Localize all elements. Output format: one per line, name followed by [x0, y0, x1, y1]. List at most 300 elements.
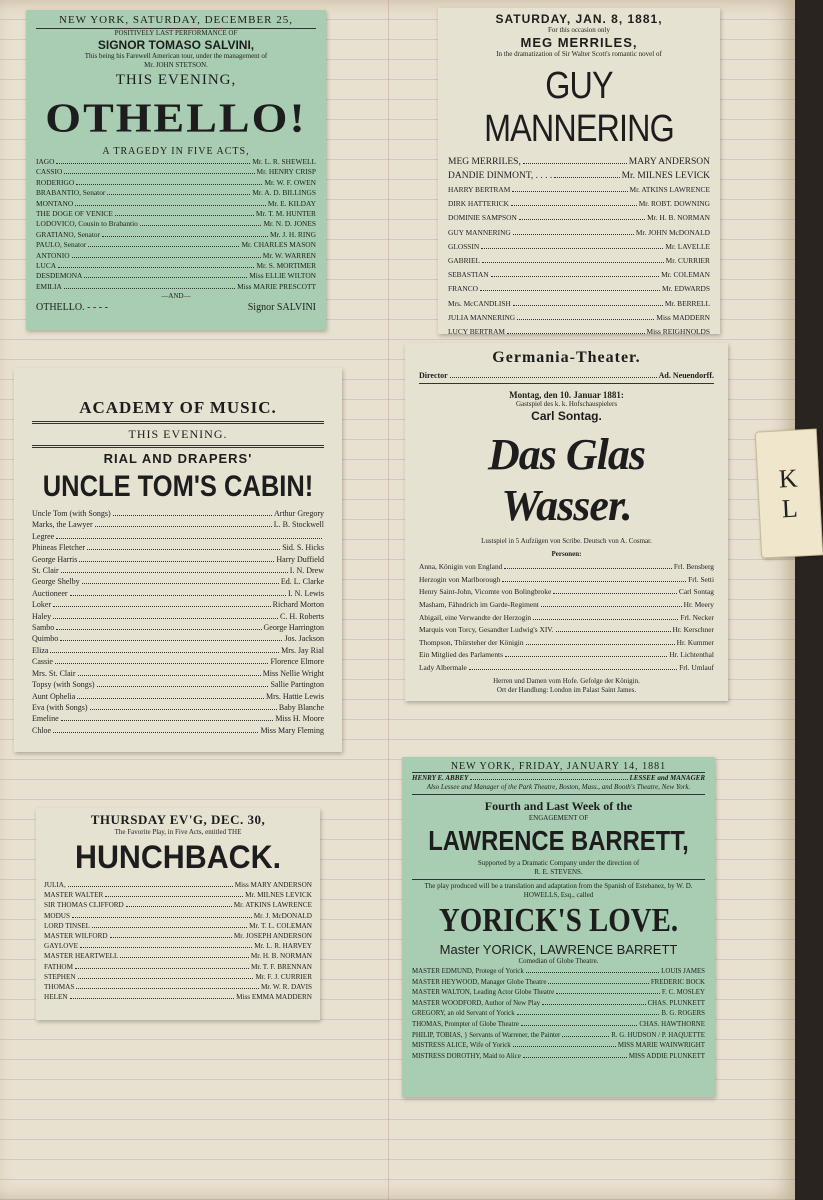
- cast-row: [32, 713, 324, 724]
- cast-row: [448, 226, 710, 240]
- actor-name: Mr. J. McDONALD: [253, 911, 312, 920]
- role-name: SEBASTIAN: [448, 270, 489, 280]
- actor-name: Miss EMMA MADDERN: [236, 993, 312, 1002]
- role-name: GREGORY, an old Servant of Yorick: [412, 1010, 515, 1018]
- leader-dots: [72, 911, 252, 918]
- uncle-tom-clipping: [14, 368, 342, 752]
- cast-row: [32, 691, 324, 702]
- leader-dots: [556, 625, 671, 632]
- star-name: LAWRENCE BARRETT,: [428, 825, 689, 856]
- role-name: George Shelby: [32, 577, 80, 587]
- director-name: Ad. Neuendorff.: [658, 371, 714, 380]
- role-name: MASTER WALTON, Leading Actor Globe Theatre: [412, 989, 555, 997]
- leader-dots: [470, 773, 627, 780]
- role-name: LORD TINSEL: [44, 921, 90, 930]
- leader-dots: [513, 1040, 616, 1047]
- cast-row: [412, 998, 705, 1009]
- evening-line: THIS EVENING.: [128, 427, 228, 441]
- leader-dots: [95, 520, 272, 527]
- cast-row: [44, 982, 312, 992]
- leader-dots: [491, 270, 659, 277]
- leader-dots: [115, 209, 254, 216]
- role-name: GAYLOVE: [44, 942, 79, 951]
- cast-list: [44, 880, 312, 1002]
- actor-name: Mr. LAVELLE: [665, 241, 710, 251]
- cast-row: [448, 211, 710, 225]
- lead-description: Comedian of Globe Theatre.: [518, 957, 599, 965]
- dateline: THURSDAY EV'G, DEC. 30,: [90, 812, 266, 827]
- leader-dots: [53, 600, 271, 607]
- cast-row: [448, 183, 710, 197]
- dateline: SATURDAY, JAN. 8, 1881,: [495, 12, 663, 26]
- cast-row: [32, 622, 324, 633]
- play-subtitle: A TRAGEDY IN FIVE ACTS,: [102, 146, 250, 157]
- actor-name: Ed. L. Clarke: [280, 577, 324, 587]
- actor-name: Jos. Jackson: [284, 634, 324, 644]
- leader-dots: [56, 157, 250, 164]
- leader-dots: [61, 714, 274, 721]
- leader-dots: [469, 663, 677, 670]
- leader-dots: [53, 726, 258, 733]
- role-name: Phineas Fletcher: [32, 543, 86, 553]
- cast-list: [36, 157, 316, 292]
- actor-name: Mr. L. R. SHEWELL: [252, 157, 316, 166]
- intro-line: POSITIVELY LAST PERFORMANCE OF: [114, 29, 238, 37]
- divider: [412, 879, 705, 880]
- leader-dots: [519, 213, 645, 220]
- cast-list: [412, 966, 705, 1061]
- glas-wasser-clipping: [405, 343, 728, 701]
- tab-letter: K: [778, 463, 799, 493]
- cast-row: [36, 240, 316, 250]
- role-name: MASTER HEYWOOD, Manager Globe Theatre: [412, 978, 547, 986]
- cast-row: [448, 197, 710, 211]
- leader-dots: [78, 972, 254, 979]
- leader-dots: [554, 171, 619, 178]
- leader-dots: [75, 199, 266, 206]
- role-name: DESDEMONA: [36, 271, 83, 281]
- actor-name: Mr. EDWARDS: [661, 284, 710, 294]
- leader-dots: [76, 982, 259, 989]
- cast-row: [448, 169, 710, 183]
- cast-row: [448, 282, 710, 296]
- role-name: Eva (with Songs): [32, 702, 88, 712]
- setting-line: Ort der Handlung: London im Palast Saint James.: [496, 685, 637, 694]
- leader-dots: [58, 261, 254, 268]
- leader-dots: [502, 575, 686, 582]
- actor-name: Mr. H. B. NORMAN: [250, 952, 312, 961]
- divider: [32, 421, 324, 424]
- actor-name: C. H. Roberts: [280, 611, 324, 621]
- date-line: Montag, den 10. Januar 1881:: [509, 390, 624, 401]
- role-name: FATHOM: [44, 962, 74, 971]
- cast-row: [419, 586, 714, 599]
- cast-row: [44, 911, 312, 921]
- role-name: THOMAS: [44, 983, 75, 992]
- tour-line: This being his Farewell American tour, under the management of: [84, 52, 268, 60]
- manager-name: HENRY E. ABBEY: [412, 774, 469, 782]
- cast-row: [419, 574, 714, 587]
- actor-name: Mr. W. R. DAVIS: [261, 983, 312, 992]
- actor-name: Florence Elmore: [270, 657, 324, 667]
- leader-dots: [513, 299, 663, 306]
- leader-dots: [105, 890, 243, 897]
- actor-name: Hr. Kerschner: [672, 625, 714, 635]
- actor-name: Mr. W. WARREN: [262, 250, 316, 260]
- role-name: Quimbo: [32, 634, 59, 644]
- lead-row: [36, 301, 316, 315]
- actor-name: Mr. E. KILDAY: [267, 198, 316, 208]
- leader-dots: [88, 240, 239, 247]
- intro-line: For this occasion only: [547, 26, 611, 34]
- index-tab[interactable]: [755, 428, 823, 558]
- play-title: YORICK'S LOVE.: [438, 902, 679, 939]
- actor-name: MARY ANDERSON: [628, 157, 710, 167]
- role-name: PHILIP, TOBIAS, } Servants of Warrener, the Painter: [412, 1031, 561, 1039]
- actor-name: Mr. MILNES LEVICK: [245, 891, 312, 900]
- actor-name: Mr. T. L. COLEMAN: [249, 921, 312, 930]
- leader-dots: [56, 623, 261, 630]
- cast-row: [32, 611, 324, 622]
- leader-dots: [72, 251, 261, 258]
- actor-name: MISS MARIE WAINWRIGHT: [617, 1042, 705, 1050]
- role-name: Mrs. St. Clair: [32, 668, 76, 678]
- role-name: Sambo: [32, 623, 55, 633]
- actor-name: Mr. L. R. HARVEY: [254, 942, 312, 951]
- leader-dots: [523, 157, 627, 164]
- actor-name: Richard Morton: [272, 600, 324, 610]
- leader-dots: [481, 242, 663, 249]
- actor-name: Hr. Lichtenthal: [669, 650, 714, 660]
- leader-dots: [107, 188, 250, 195]
- cast-row: [32, 599, 324, 610]
- director-line: R. E. STEVENS.: [534, 868, 583, 876]
- page-center-rule: [388, 0, 389, 1200]
- leader-dots: [126, 900, 232, 907]
- engagement-line: ENGAGEMENT OF: [528, 814, 589, 822]
- dateline: NEW YORK, SATURDAY, DECEMBER 25,: [36, 14, 316, 29]
- cast-row: [32, 542, 324, 553]
- role-name: GLOSSIN: [448, 241, 480, 251]
- actor-name: Mr. BERRELL: [664, 298, 710, 308]
- play-title: UNCLE TOM'S CABIN!: [42, 470, 314, 503]
- star-name: SIGNOR TOMASO SALVINI,: [97, 38, 255, 52]
- actor-name: Mr. COLEMAN: [661, 270, 710, 280]
- cast-row: [32, 519, 324, 530]
- cast-row: [32, 679, 324, 690]
- role-name: DANDIE DINMONT, . . . .: [448, 171, 553, 181]
- role-name: GRATIANO, Senator: [36, 229, 101, 239]
- leader-dots: [82, 577, 279, 584]
- leader-dots: [450, 371, 657, 378]
- actor-name: B. G. ROGERS: [661, 1010, 705, 1018]
- actor-name: I. N. Drew: [289, 566, 324, 576]
- actor-name: Carl Sontag: [678, 587, 714, 597]
- role-name: Marks, the Lawyer: [32, 520, 93, 530]
- leader-dots: [517, 313, 654, 320]
- play-title: GUY MANNERING: [484, 65, 674, 150]
- cast-row: [412, 1019, 705, 1030]
- play-title: OTHELLO!: [45, 94, 307, 141]
- cast-row: [448, 155, 710, 169]
- actor-name: Mr. ATKINS LAWRENCE: [629, 185, 710, 194]
- cast-row: [44, 890, 312, 900]
- role-name: St. Clair: [32, 566, 59, 576]
- cast-row: [448, 254, 710, 268]
- leader-dots: [84, 271, 247, 278]
- management-row: [412, 773, 705, 783]
- leader-dots: [68, 880, 233, 887]
- actor-name: Mr. T. M. HUNTER: [255, 209, 316, 219]
- play-title: HUNCHBACK.: [74, 839, 282, 875]
- role-name: DOMINIE SAMPSON: [448, 213, 517, 223]
- leader-dots: [50, 646, 279, 653]
- role-name: MASTER HEARTWELL: [44, 952, 119, 961]
- cast-row: [419, 662, 714, 675]
- role-name: MEG MERRILES,: [448, 157, 521, 167]
- role-name: LUCA: [36, 261, 57, 271]
- actor-name: CHAS. PLUNKETT: [647, 999, 705, 1007]
- role-name: Thompson, Thürsteher der Königin: [419, 637, 524, 647]
- cast-row: [44, 941, 312, 951]
- leader-dots: [70, 589, 286, 596]
- role-name: MISTRESS ALICE, Wife of Yorick: [412, 1042, 511, 1050]
- cast-list: [419, 561, 714, 674]
- actor-name: Mr. F. J. CURRIER: [255, 972, 312, 981]
- actor-name: Mr. S. MORTIMER: [256, 261, 316, 271]
- leader-dots: [517, 1008, 660, 1015]
- divider: [32, 445, 324, 448]
- yoricks-love-clipping: [402, 757, 715, 1097]
- support-line: Supported by a Dramatic Company under the direction of: [477, 859, 640, 867]
- role-name: Ein Mitglied des Parlaments: [419, 650, 503, 660]
- role-name: HELEN: [44, 993, 68, 1002]
- role-name: EMILIA: [36, 281, 62, 291]
- actor-name: Mr. T. F. BRENNAN: [250, 962, 312, 971]
- star-name: Carl Sontag.: [531, 409, 602, 424]
- role-name: THOMAS, Prompter of Globe Theatre: [412, 1020, 519, 1028]
- leader-dots: [55, 657, 269, 664]
- leader-dots: [87, 543, 280, 550]
- leader-dots: [526, 966, 659, 973]
- cast-row: [36, 282, 316, 292]
- leader-dots: [553, 587, 677, 594]
- othello-clipping: [26, 10, 326, 330]
- cast-row: [44, 992, 312, 1002]
- actor-name: Mr. H. B. NORMAN: [647, 213, 710, 223]
- actor-name: L. B. Stockwell: [273, 520, 324, 530]
- actor-name: Harry Duffield: [276, 554, 324, 564]
- leader-dots: [521, 1019, 637, 1026]
- cast-row: [32, 588, 324, 599]
- cast-row: [36, 157, 316, 167]
- leader-dots: [64, 167, 254, 174]
- actor-name: CHAS. HAWTHORNE: [639, 1020, 705, 1028]
- lead-role: OTHELLO. - - - -: [36, 302, 108, 314]
- leader-dots: [482, 256, 664, 263]
- actor-name: Miss MARY ANDERSON: [234, 881, 312, 889]
- cast-row: [44, 951, 312, 961]
- actor-name: F. C. MOSLEY: [661, 989, 705, 997]
- director-label: Director: [419, 371, 448, 380]
- actor-name: Mr. CURRIER: [665, 256, 710, 266]
- leader-dots: [60, 634, 282, 641]
- actor-name: LOUIS JAMES: [661, 968, 705, 975]
- leader-dots: [75, 962, 249, 969]
- role-name: Cassie: [32, 657, 53, 667]
- role-name: Haley: [32, 611, 52, 621]
- footer-line: Herren und Damen vom Hofe. Gefolge der Königin.: [493, 676, 640, 685]
- play-title: Das Glas Wasser.: [487, 430, 646, 531]
- actor-name: Hr. Meery: [683, 599, 714, 609]
- actor-name: Hr. Kummer: [676, 637, 714, 647]
- theatre-name: Germania-Theater.: [492, 349, 641, 366]
- leader-dots: [548, 977, 648, 984]
- role-name: ANTONIO: [36, 250, 70, 260]
- role-name: MASTER EDMUND, Protege of Yorick: [412, 968, 524, 975]
- cast-row: [36, 230, 316, 240]
- actor-name: Miss REIGHNOLDS: [646, 327, 710, 337]
- star-name: MEG MERRILES,: [520, 35, 638, 50]
- manager-title: LESSEE and MANAGER: [629, 774, 705, 782]
- cast-row: [44, 880, 312, 890]
- cast-row: [36, 178, 316, 188]
- role-name: Uncle Tom (with Songs): [32, 509, 111, 518]
- cast-row: [44, 972, 312, 982]
- actor-name: Mr. J. H. RING: [270, 229, 316, 239]
- cast-row: [412, 987, 705, 998]
- director-row: [419, 371, 714, 381]
- guest-line: Gastspiel des k. k. Hofschauspielers: [515, 400, 618, 409]
- role-name: Abigail, eine Verwandte der Herzogin: [419, 612, 532, 622]
- actor-name: FREDERIC BOCK: [650, 978, 705, 986]
- role-name: JULIA,: [44, 881, 66, 889]
- leader-dots: [76, 178, 262, 185]
- leader-dots: [513, 228, 634, 235]
- role-name: HARRY BERTRAM: [448, 185, 511, 194]
- leader-dots: [77, 692, 264, 699]
- leader-dots: [507, 327, 645, 334]
- cast-row: [448, 297, 710, 311]
- actor-name: Mr. ATKINS LAWRENCE: [233, 901, 312, 910]
- role-name: STEPHEN: [44, 972, 76, 981]
- leader-dots: [542, 998, 645, 1005]
- role-name: MASTER WOODFORD, Author of New Play: [412, 999, 541, 1007]
- actor-name: George Harrington: [263, 623, 324, 633]
- leader-dots: [90, 703, 277, 710]
- role-name: Legree: [32, 531, 55, 541]
- actor-name: Frl. Bensberg: [673, 562, 714, 572]
- cast-row: [412, 1030, 705, 1041]
- role-name: MASTER WILFORD: [44, 932, 108, 941]
- manager-line: Mr. JOHN STETSON.: [144, 61, 208, 69]
- role-name: GUY MANNERING: [448, 227, 511, 237]
- cast-row: [32, 656, 324, 667]
- cast-row: [32, 668, 324, 679]
- leader-dots: [512, 185, 627, 192]
- novel-line: In the dramatization of Sir Walter Scott's romantic novel of: [496, 50, 662, 58]
- cast-row: [412, 977, 705, 988]
- cast-row: [36, 167, 316, 177]
- leader-dots: [97, 680, 269, 687]
- cast-row: [412, 1008, 705, 1019]
- role-name: Mrs. McCANDLISH: [448, 298, 511, 308]
- role-name: MASTER WALTER: [44, 891, 104, 900]
- actor-name: Arthur Gregory: [274, 509, 324, 518]
- actor-name: Mr. A. D. BILLINGS: [252, 188, 316, 198]
- actor-name: Miss MADDERN: [656, 312, 710, 322]
- cast-row: [32, 725, 324, 736]
- leader-dots: [505, 650, 667, 657]
- cast-row: [44, 921, 312, 931]
- role-name: GABRIEL: [448, 256, 481, 266]
- actor-name: Baby Blanche: [278, 702, 324, 712]
- cast-row: [32, 508, 324, 519]
- actor-name: Mrs. Hattie Lewis: [266, 691, 324, 701]
- role-name: George Harris: [32, 554, 78, 564]
- leader-dots: [541, 600, 682, 607]
- cast-row: [448, 311, 710, 325]
- role-name: FRANCO: [448, 284, 478, 294]
- cast-row: [36, 261, 316, 271]
- leader-dots: [61, 566, 288, 573]
- guy-mannering-clipping: [438, 8, 720, 337]
- leader-dots: [533, 613, 678, 620]
- role-name: LUCY BERTRAM: [448, 327, 505, 337]
- actor-name: Miss H. Moore: [275, 714, 324, 724]
- and-line: —AND—: [161, 292, 191, 301]
- leader-dots: [480, 284, 660, 291]
- role-name: MISTRESS DOROTHY, Maid to Alice: [412, 1052, 521, 1060]
- actor-name: Miss MARIE PRESCOTT: [237, 281, 316, 291]
- cast-row: [36, 199, 316, 209]
- actor-name: Mrs. Jay Rial: [281, 645, 324, 655]
- leader-dots: [110, 931, 232, 938]
- leader-dots: [92, 921, 247, 928]
- cast-row: [448, 268, 710, 282]
- leader-dots: [120, 951, 248, 958]
- role-name: Marquis von Torcy, Gesandter Ludwig's XIV.: [419, 625, 554, 635]
- role-name: LODOVICO, Cousin to Brabantio: [36, 219, 138, 229]
- cast-row: [36, 209, 316, 219]
- actor-name: Frl. Umlauf: [679, 662, 714, 672]
- personen-label: Personen:: [551, 550, 582, 559]
- actor-name: Mr. JOHN McDONALD: [635, 227, 710, 237]
- leader-dots: [53, 612, 278, 619]
- actor-name: MISS ADDIE PLUNKETT: [628, 1052, 705, 1060]
- role-name: Loker: [32, 600, 52, 610]
- venue: ACADEMY OF MUSIC.: [79, 398, 277, 417]
- cast-row: [419, 599, 714, 612]
- week-line: Fourth and Last Week of the: [484, 799, 633, 813]
- cast-row: [32, 702, 324, 713]
- divider: [419, 383, 714, 384]
- actor-name: Miss Mary Fleming: [260, 725, 324, 735]
- cast-row: [419, 561, 714, 574]
- actor-name: Sid. S. Hicks: [282, 543, 324, 553]
- role-name: IAGO: [36, 157, 55, 166]
- leader-dots: [102, 230, 268, 237]
- cast-row: [419, 624, 714, 637]
- play-subtitle: Lustspiel in 5 Aufzügen von Scribe. Deutsch von A. Cosmar.: [481, 537, 652, 546]
- evening-line: THIS EVENING,: [115, 72, 237, 88]
- role-name: Emeline: [32, 714, 59, 724]
- dateline: NEW YORK, FRIDAY, JANUARY 14, 1881: [412, 761, 705, 773]
- cast-row: [419, 637, 714, 650]
- cast-row: [448, 325, 710, 339]
- cast-row: [412, 966, 705, 977]
- actor-name: Miss ELLIE WILTON: [249, 271, 316, 281]
